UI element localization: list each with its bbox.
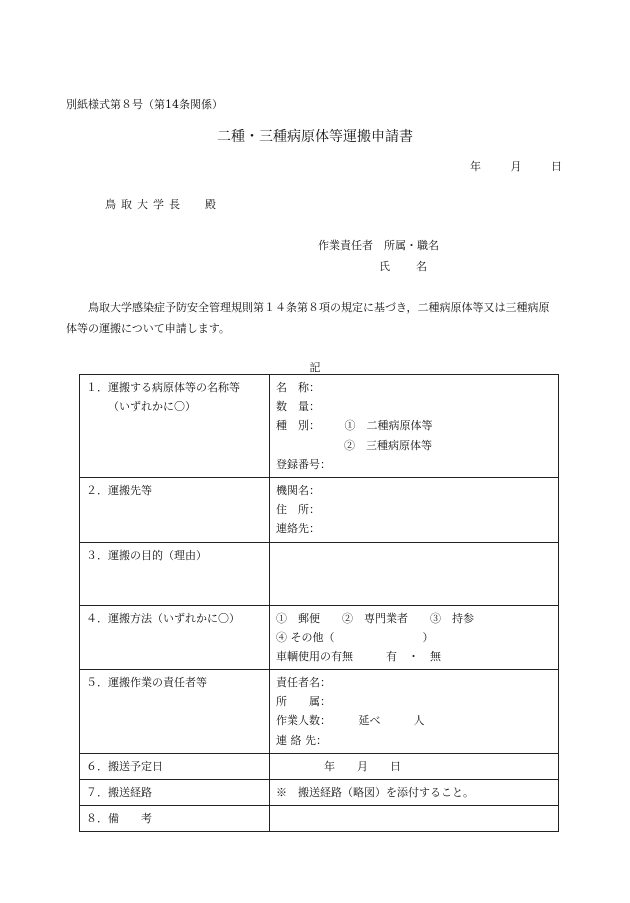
department-field[interactable]: 所 属：: [276, 695, 331, 709]
item-cell: [80, 670, 270, 754]
contact-field[interactable]: 連絡先：: [276, 522, 320, 536]
item-label: ３．運搬の目的（理由）: [86, 548, 207, 562]
workers-field[interactable]: 作業人数： 延べ 人: [276, 714, 425, 728]
responsible-contact-field[interactable]: 連 絡 先：: [276, 733, 327, 747]
item-cell: [80, 477, 270, 542]
item-label: ４．運搬方法（いずれかに〇）: [86, 611, 240, 625]
addressee-honorific: 殿: [205, 198, 221, 211]
responsible-affiliation-label: 作業責任者 所属・職名: [318, 239, 439, 252]
transport-date-field[interactable]: 年 月 日: [324, 759, 401, 773]
item-cell: [80, 806, 270, 832]
method-other[interactable]: ④ その他（ ）: [276, 630, 434, 644]
table-row: [80, 753, 559, 779]
table-row: [80, 542, 559, 605]
responsible-name-field[interactable]: 責任者名：: [276, 676, 331, 690]
item-label: ８．備 考: [86, 812, 152, 826]
value-cell[interactable]: [270, 753, 559, 779]
table-row: [80, 780, 559, 806]
item-label: ６．搬送予定日: [86, 759, 163, 773]
document-title: 二種・三種病原体等運搬申請書: [217, 129, 413, 145]
type-option-1[interactable]: ① 二種病原体等: [344, 419, 433, 433]
ki-marker: 記: [309, 361, 321, 374]
type-label: 種 別：: [276, 419, 320, 433]
value-cell[interactable]: [270, 670, 559, 754]
value-cell[interactable]: [270, 375, 559, 478]
form-reference: 別紙様式第８号（第14条関係）: [66, 98, 223, 111]
registration-field[interactable]: 登録番号：: [276, 457, 331, 471]
table-row: [80, 670, 559, 754]
date-year: 年: [470, 160, 481, 173]
table-row: [80, 806, 559, 832]
table-row: [80, 375, 559, 478]
item-label: ７．搬送経路: [86, 786, 152, 799]
type-field: [276, 416, 552, 435]
addressee-name: 鳥取大学長: [105, 198, 185, 211]
addressee: [105, 196, 221, 212]
table-row: [80, 605, 559, 670]
item-cell: [80, 753, 270, 779]
item-cell: [80, 375, 270, 478]
responsible-name-label: 氏名: [379, 260, 453, 273]
item-label: ２．運搬先等: [86, 483, 152, 497]
table-row: [80, 477, 559, 542]
item-cell: [80, 542, 270, 605]
application-table: [79, 374, 559, 832]
type-option-2[interactable]: ② 三種病原体等: [344, 438, 432, 452]
item-label: ５．運搬作業の責任者等: [86, 676, 207, 690]
organization-field[interactable]: 機関名：: [276, 483, 320, 497]
route-note: ※ 搬送経路（略図）を添付すること。: [276, 786, 474, 799]
item-sublabel: （いずれかに〇）: [108, 400, 196, 414]
vehicle-use[interactable]: 車輌使用の有無 有 ・ 無: [276, 649, 441, 663]
address-field[interactable]: 住 所：: [276, 503, 320, 517]
quantity-field[interactable]: 数 量：: [276, 400, 320, 414]
pathogen-name-field[interactable]: 名 称：: [276, 381, 320, 394]
value-cell: [270, 780, 559, 806]
method-options[interactable]: ① 郵便 ② 専門業者 ③ 持参: [276, 611, 474, 625]
value-cell[interactable]: [270, 477, 559, 542]
body-text: 鳥取大学感染症予防安全管理規則第１４条第８項の規定に基づき，二種病原体等又は三種病原体等の運搬について申請します。: [66, 301, 550, 335]
item-label: １．運搬する病原体等の名称等: [86, 381, 240, 394]
item-cell: [80, 605, 270, 670]
purpose-field[interactable]: [270, 542, 559, 605]
date-month: 月: [510, 160, 522, 173]
value-cell[interactable]: [270, 605, 559, 670]
item-cell: [80, 780, 270, 806]
remarks-field[interactable]: [270, 806, 559, 832]
date-line: [470, 158, 562, 174]
date-day: 日: [551, 160, 562, 173]
